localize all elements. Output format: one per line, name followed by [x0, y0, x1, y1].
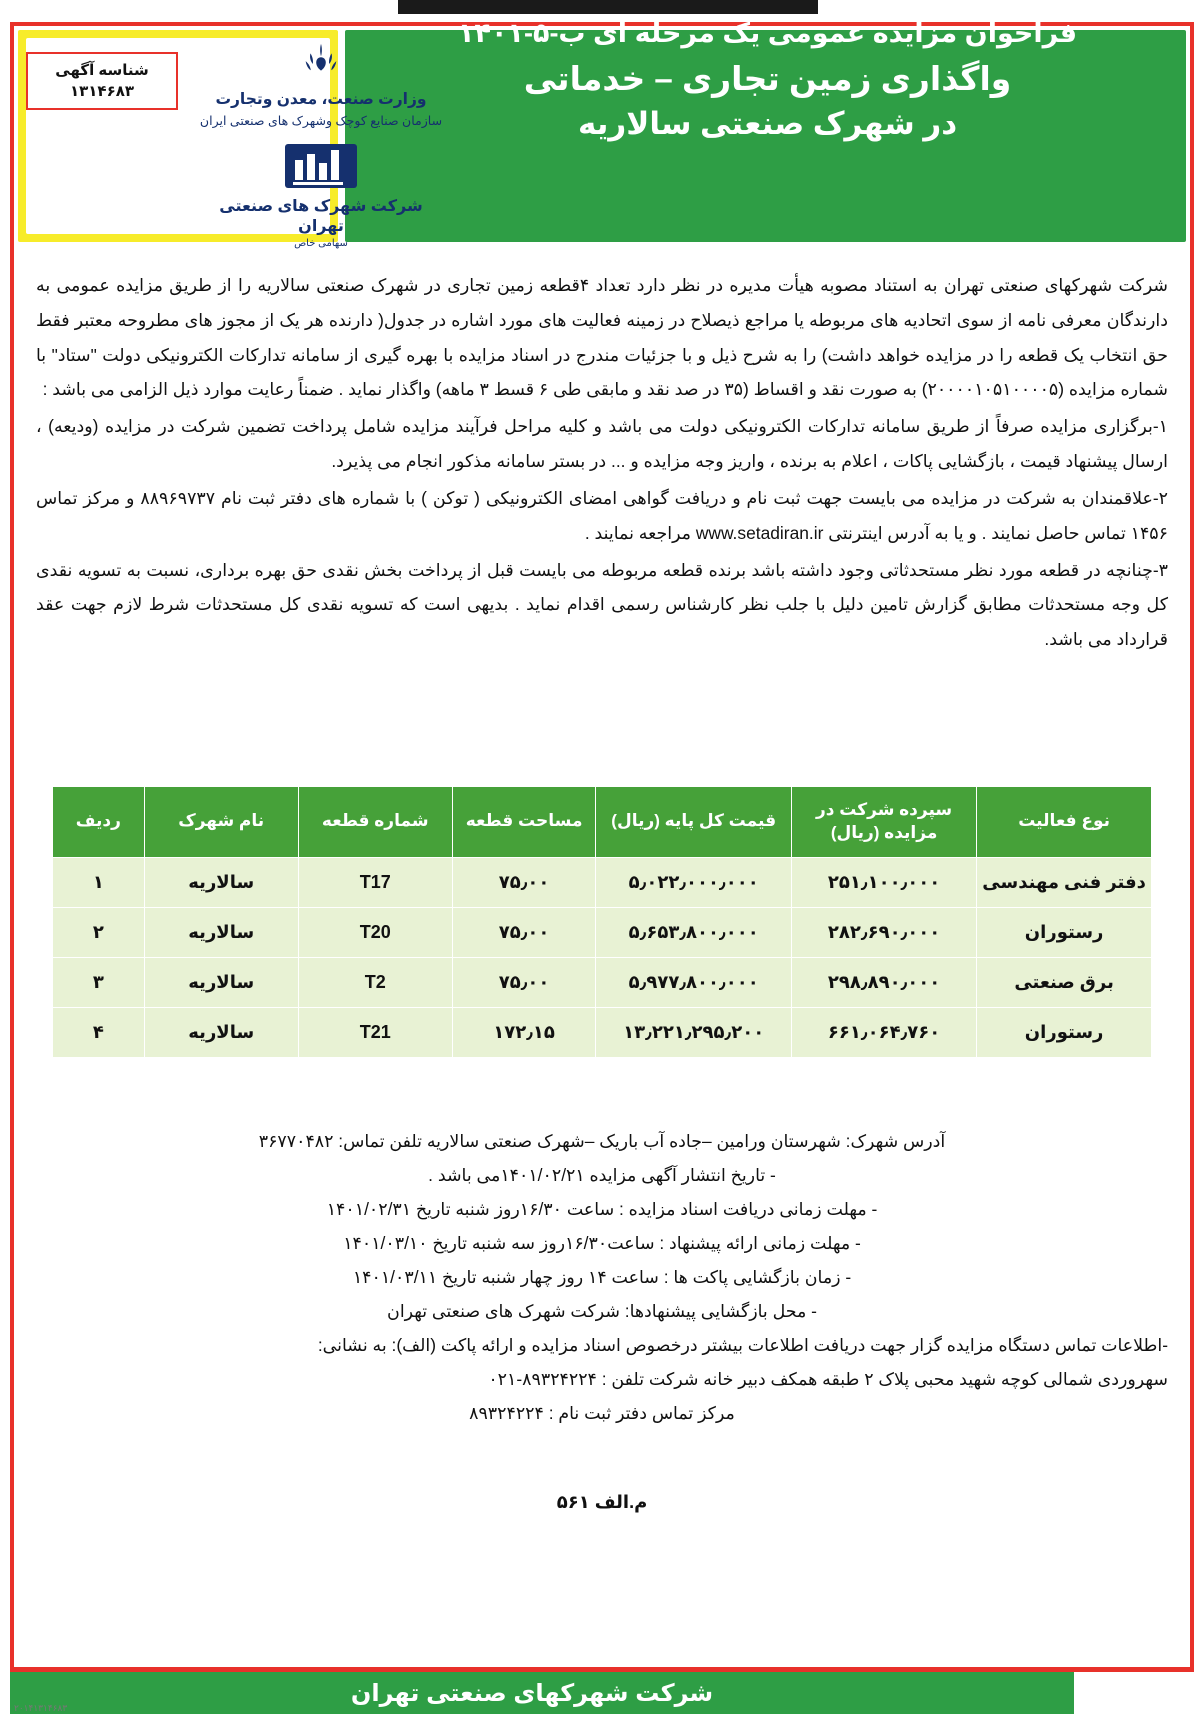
header-line-2: واگذاری زمین تجاری – خدماتی [523, 60, 1012, 97]
cell-index: ۴ [53, 1007, 145, 1057]
notice-id-box [26, 52, 178, 110]
info-offer-deadline: - مهلت زمانی ارائه پیشنهاد : ساعت۱۶/۳۰روز سه شنبه تاریخ ۱۴۰۱/۰۳/۱۰ [343, 1232, 861, 1253]
cell-price: ۵٫۶۵۳٫۸۰۰٫۰۰۰ [596, 907, 792, 957]
body-paragraph-2: ۱-برگزاری مزایده صرفاً از طریق سامانه تدارکات الکترونیکی دولت می باشد و کلیه مراحل فرآیند مزایده شامل پرداخت تضمین شرکت در مزایده (ودیعه) ، ارسال پیشنهاد قیمت ، بازگشایی پاکات ، اعلام به برنده ، واریز وجه مزایده و ... در بستر سامانه مذکور انجام می پذیرد. [36, 416, 1168, 472]
cell-index: ۳ [53, 957, 145, 1007]
cell-plot: T20 [298, 907, 452, 957]
cell-area: ۷۵٫۰۰ [452, 957, 596, 1007]
cell-town: سالاریه [144, 857, 298, 907]
plots-table [52, 786, 1152, 1058]
table-row [53, 857, 1152, 907]
cell-plot: T17 [298, 857, 452, 907]
plots-table-wrapper [52, 786, 1152, 1058]
info-address: آدرس شهرک: شهرستان ورامین –جاده آب باریک –شهرک صنعتی سالاریه تلفن تماس: ۳۶۷۷۰۴۸۲ [258, 1131, 946, 1151]
header-line-3: در شهرک صنعتی سالاریه [577, 106, 958, 141]
cell-plot: T21 [298, 1007, 452, 1057]
cell-index: ۲ [53, 907, 145, 957]
notice-id-value: ۱۳۱۴۶۸۳ [69, 83, 135, 100]
table-row [53, 1007, 1152, 1057]
footer-code: ۲۰۱۴۱۳۱۴۶۸۳ [14, 1703, 68, 1713]
cell-area: ۱۷۲٫۱۵ [452, 1007, 596, 1057]
cell-plot: T2 [298, 957, 452, 1007]
cell-deposit: ۲۸۲٫۶۹۰٫۰۰۰ [791, 907, 976, 957]
cell-price: ۵٫۹۷۷٫۸۰۰٫۰۰۰ [596, 957, 792, 1007]
th-plot-no: شماره قطعه [298, 787, 452, 858]
info-block [36, 1125, 1168, 1430]
table-row [53, 907, 1152, 957]
cell-price: ۱۳٫۲۲۱٫۲۹۵٫۲۰۰ [596, 1007, 792, 1057]
cell-price: ۵٫۰۲۲٫۰۰۰٫۰۰۰ [596, 857, 792, 907]
iran-emblem-icon [298, 40, 344, 86]
body-paragraph-1: شرکت شهرکهای صنعتی تهران به استناد مصوبه هیأت مدیره در نظر دارد تعداد ۴قطعه زمین تجاری در شهرک صنعتی سالاریه را از طریق مزایده عمومی به دارندگان معرفی نامه از سوی اتحادیه های مربوطه یا مراجع ذیصلاح در زمینه فعالیت های مورد اشاره در جدول( دارنده هر یک از مجوز های مطروحه معتبر فقط حق انتخاب یک قطعه را در مزایده خواهد داشت) را به شرح ذیل و با جزئیات مندرج در اسناد مزایده با بهره گیری از سامانه تدارکات الکترونیکی دولت "ستاد" با شماره مزایده (۲۰۰۰۰۱۰۵۱۰۰۰۰۵) به صورت نقد و اقساط (۳۵ در صد نقد و مابقی طی ۶ قسط ۳ ماهه) واگذار نماید . ضمناً رعایت موارد ذیل الزامی می باشد : [36, 275, 1168, 400]
cell-activity: رستوران [977, 1007, 1152, 1057]
info-opening-time: - زمان بازگشایی پاکت ها : ساعت ۱۴ روز چهار شنبه تاریخ ۱۴۰۱/۰۳/۱۱ [352, 1266, 852, 1287]
footer [10, 1672, 1194, 1716]
ministry-name-line-1: وزارت صنعت، معدن وتجارت [215, 91, 427, 108]
info-docs-deadline: - مهلت زمانی دریافت اسناد مزایده : ساعت ۱۶/۳۰روز شنبه تاریخ ۱۴۰۱/۰۲/۳۱ [326, 1198, 878, 1219]
logo-block [196, 34, 446, 250]
cell-activity: برق صنعتی [977, 957, 1152, 1007]
th-area: مساحت قطعه [452, 787, 596, 858]
cell-deposit: ۲۹۸٫۸۹۰٫۰۰۰ [791, 957, 976, 1007]
info-opening-place: - محل بازگشایی پیشنهادها: شرکت شهرک های صنعتی تهران [387, 1300, 817, 1321]
header-title-block [349, 6, 1186, 142]
info-contact-3: مرکز تماس دفتر ثبت نام : ۸۹۳۲۴۲۲۴ [469, 1402, 735, 1423]
body-paragraph-4: ۳-چنانچه در قطعه مورد نظر مستحدثاتی وجود داشته باشد برنده قطعه مربوطه می بایست قبل از پرداخت بخش نقدی حق بهره برداری، نسبت به تسویه نقدی کل وجه مستحدثات مطابق گزارش تامین دلیل با جلب نظر کارشناس رسمی اقدام نماید . بدیهی است که تسویه نقدی کل مستحدثات شرط لازم جهت عقد قرارداد می باشد. [36, 559, 1168, 650]
company-subtitle: سهامی خاص [294, 238, 348, 250]
info-contact-2: سهروردی شمالی کوچه شهید محبی پلاک ۲ طبقه همکف دبیر خانه شرکت تلفن : ۸۹۳۲۴۲۲۴-۰۲۱ [488, 1368, 1168, 1389]
cell-activity: دفتر فنی مهندسی [977, 857, 1152, 907]
notice-id-label: شناسه آگهی [55, 62, 149, 79]
cell-town: سالاریه [144, 1007, 298, 1057]
cell-town: سالاریه [144, 907, 298, 957]
table-header-row [53, 787, 1152, 858]
footer-red-rule [10, 1667, 1194, 1670]
company-name: شرکت شهرک های صنعتی تهران [219, 198, 423, 236]
tehran-map-icon [281, 138, 361, 194]
cell-deposit: ۶۶۱٫۰۶۴٫۷۶۰ [791, 1007, 976, 1057]
cell-activity: رستوران [977, 907, 1152, 957]
header-line-1: فراخوان مزایده عمومی یک مرحله ای ب-۵-۱۴۰۱ [458, 18, 1078, 48]
cell-area: ۷۵٫۰۰ [452, 907, 596, 957]
th-deposit: سپرده شرکت در مزایده (ریال) [791, 787, 976, 858]
th-activity: نوع فعالیت [977, 787, 1152, 858]
footer-title: شرکت شهرکهای صنعتی تهران [350, 1679, 714, 1707]
th-price: قیمت کل پایه (ریال) [596, 787, 792, 858]
body-text [36, 268, 1168, 659]
cell-area: ۷۵٫۰۰ [452, 857, 596, 907]
info-contact-1: -اطلاعات تماس دستگاه مزایده گزار جهت دریافت اطلاعات بیشتر درخصوص اسناد مزایده و ارائه پاکت (الف): به نشانی: [317, 1334, 1168, 1355]
cell-index: ۱ [53, 857, 145, 907]
body-paragraph-3: ۲-علاقمندان به شرکت در مزایده می بایست جهت ثبت نام و دریافت گواهی امضای الکترونیکی ( توکن ) با شماره های دفتر ثبت نام ۸۸۹۶۹۷۳۷ و مرکز تماس ۱۴۵۶ تماس حاصل نمایند . و یا به آدرس اینترنتی www.setadiran.ir مراجعه نمایند . [36, 487, 1168, 543]
table-row [53, 957, 1152, 1007]
cell-deposit: ۲۵۱٫۱۰۰٫۰۰۰ [791, 857, 976, 907]
info-publish-date: - تاریخ انتشار آگهی مزایده ۱۴۰۱/۰۲/۲۱می باشد . [428, 1164, 776, 1185]
ministry-name-line-2: سازمان صنایع کوچک وشهرک های صنعتی ایران [199, 114, 443, 129]
alef-code: م.الف ۵۶۱ [556, 1492, 648, 1512]
cell-town: سالاریه [144, 957, 298, 1007]
th-row-index: ردیف [53, 787, 145, 858]
th-town: نام شهرک [144, 787, 298, 858]
